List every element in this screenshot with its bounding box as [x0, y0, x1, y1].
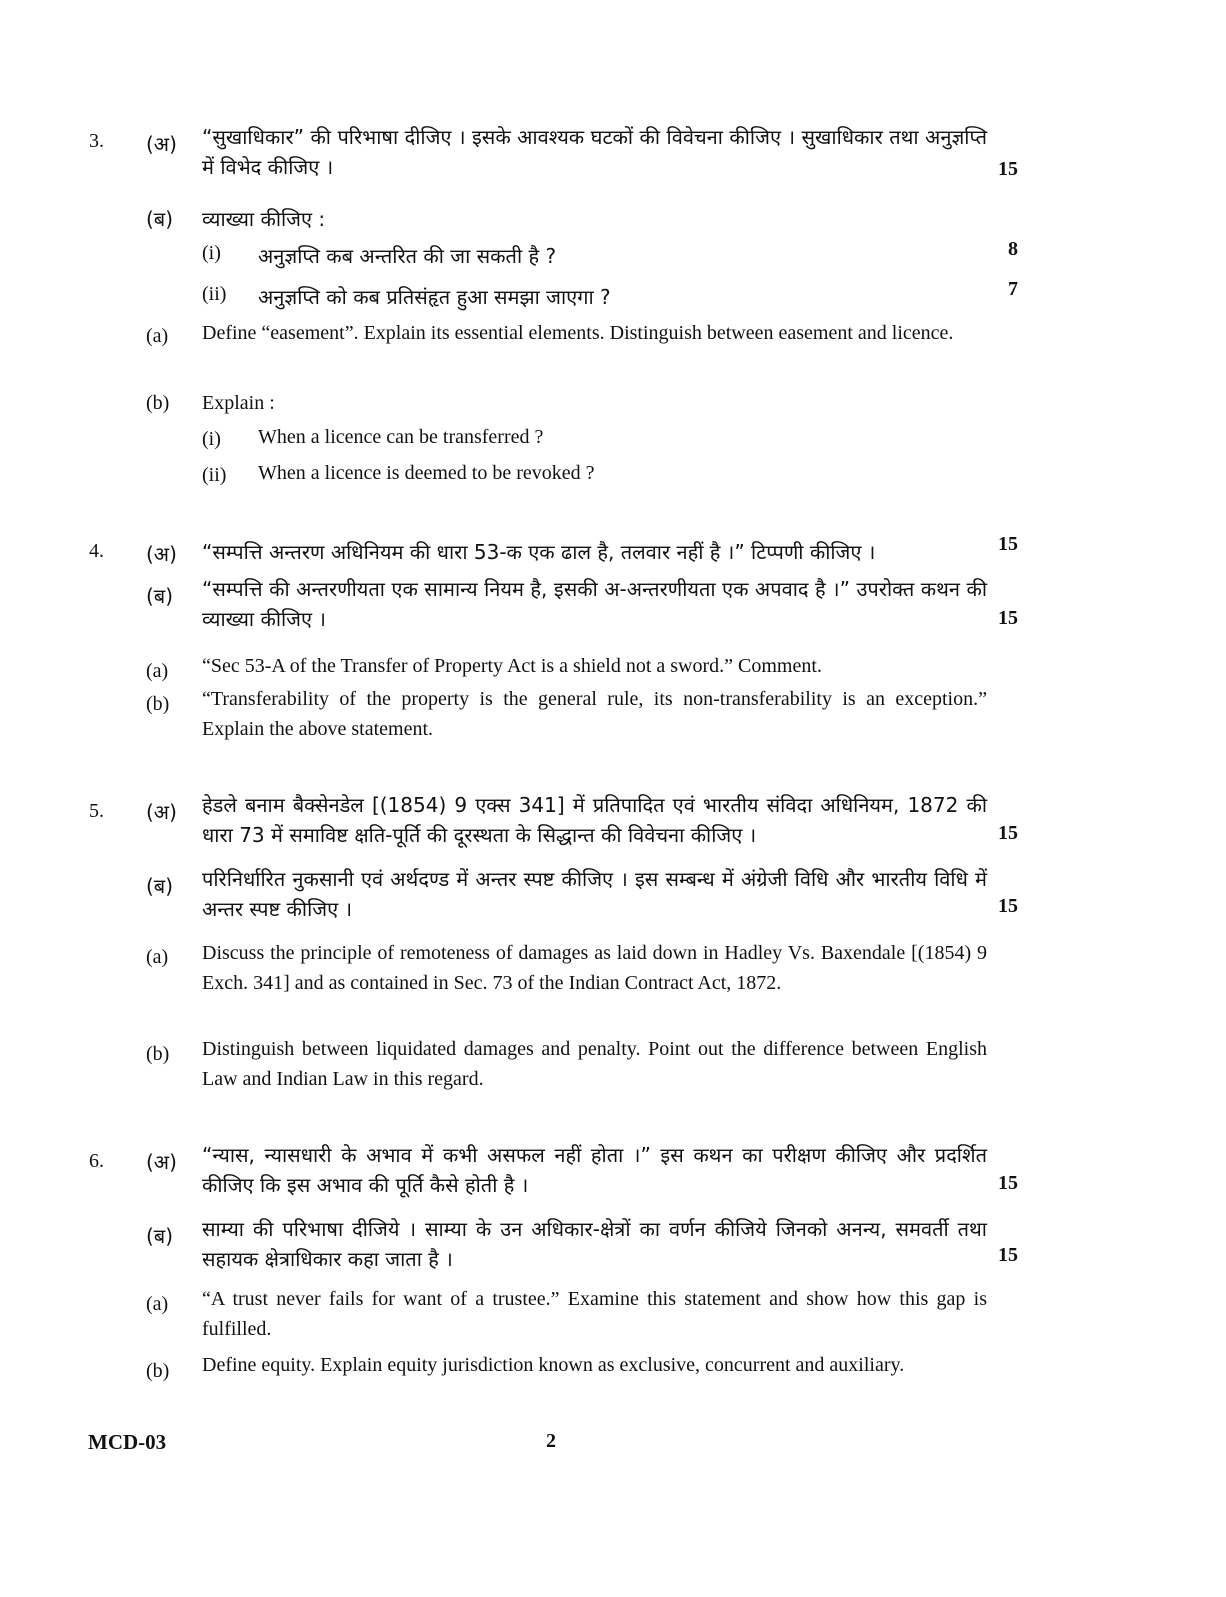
page-number: 2 — [546, 1430, 556, 1452]
part-label: (b) — [146, 1043, 170, 1065]
part-label: (ब) — [146, 207, 174, 231]
question-text-hindi: “सम्पत्ति अन्तरण अधिनियम की धारा 53-क एक ढाल है, तलवार नहीं है ।” टिप्पणी कीजिए । — [202, 540, 876, 564]
marks: 15 — [998, 1172, 1018, 1194]
subpart-text-hindi: अनुज्ञप्ति कब अन्तरित की जा सकती है ? — [258, 244, 557, 268]
part-label: (अ) — [146, 800, 177, 824]
marks: 8 — [1008, 238, 1018, 260]
subpart-text-english: When a licence can be transferred ? — [258, 426, 544, 448]
subpart-label: (ii) — [202, 283, 227, 305]
part-label: (अ) — [146, 1150, 177, 1174]
question-number: 6. — [89, 1150, 104, 1172]
marks: 15 — [998, 533, 1018, 555]
question-text-hindi: हेडले बनाम बैक्सेनडेल [(1854) 9 एक्स 341] में प्रतिपादित एवं भारतीय संविदा अधिनियम, 1872 की धारा 73 में समाविष्ट क्षति-पूर्ति की दूरस्थता के सिद्धान्त की विवेचना कीजिए । — [202, 793, 987, 847]
part-label: (a) — [146, 660, 169, 682]
question-text-english: Define equity. Explain equity jurisdiction known as exclusive, concurrent and auxiliary. — [202, 1354, 905, 1376]
subpart-text-english: When a licence is deemed to be revoked ? — [258, 462, 595, 484]
part-label: (b) — [146, 1360, 170, 1382]
part-label: (b) — [146, 693, 170, 715]
part-label: (a) — [146, 1293, 169, 1315]
marks: 15 — [998, 822, 1018, 844]
part-label: (अ) — [146, 132, 177, 156]
subpart-label: (i) — [202, 428, 221, 450]
subpart-label: (ii) — [202, 464, 227, 486]
question-text-english: “Transferability of the property is the general rule, its non-transferability is an exception.” Explain the above statement. — [202, 688, 987, 740]
question-text-english: Define “easement”. Explain its essential elements. Distinguish between easement and licence. — [202, 322, 954, 344]
question-number: 5. — [89, 800, 104, 822]
subpart-text-hindi: अनुज्ञप्ति को कब प्रतिसंहृत हुआ समझा जाएगा ? — [258, 285, 611, 309]
question-text-english: Discuss the principle of remoteness of damages as laid down in Hadley Vs. Baxendale [(1854) 9 Exch. 341] and as contained in Sec. 73 of the Indian Contract Act, 1872. — [202, 942, 987, 994]
marks: 15 — [998, 1244, 1018, 1266]
question-text-hindi: परिनिर्धारित नुकसानी एवं अर्थदण्ड में अन्तर स्पष्ट कीजिए । इस सम्बन्ध में अंग्रेजी विधि और भारतीय विधि में अन्तर स्पष्ट कीजिए । — [202, 867, 987, 921]
question-text-english: “Sec 53-A of the Transfer of Property Act is a shield not a sword.” Comment. — [202, 655, 822, 677]
marks: 15 — [998, 158, 1018, 180]
question-text-hindi: व्याख्या कीजिए : — [202, 207, 326, 231]
subpart-label: (i) — [202, 242, 221, 264]
question-text-english: “A trust never fails for want of a trustee.” Examine this statement and show how this gap is fulfilled. — [202, 1288, 987, 1340]
question-number: 4. — [89, 540, 104, 562]
question-number: 3. — [89, 130, 104, 152]
part-label: (ब) — [146, 874, 174, 898]
marks: 15 — [998, 607, 1018, 629]
part-label: (ब) — [146, 1224, 174, 1248]
part-label: (a) — [146, 946, 169, 968]
part-label: (ब) — [146, 584, 174, 608]
question-text-hindi: साम्या की परिभाषा दीजिये । साम्या के उन अधिकार-क्षेत्रों का वर्णन कीजिये जिनको अनन्य, समवर्ती तथा सहायक क्षेत्राधिकार कहा जाता है । — [202, 1217, 987, 1271]
course-code: MCD-03 — [88, 1430, 167, 1454]
question-text-hindi: “सम्पत्ति की अन्तरणीयता एक सामान्य नियम है, इसकी अ-अन्तरणीयता एक अपवाद है ।” उपरोक्त कथन की व्याख्या कीजिए । — [202, 577, 987, 631]
part-label: (a) — [146, 325, 169, 347]
question-text-hindi: “न्यास, न्यासधारी के अभाव में कभी असफल नहीं होता ।” इस कथन का परीक्षण कीजिए और प्रदर्शित कीजिए कि इस अभाव की पूर्ति कैसे होती है । — [202, 1143, 987, 1197]
part-label: (b) — [146, 392, 170, 414]
question-text-hindi: “सुखाधिकार” की परिभाषा दीजिए । इसके आवश्यक घटकों की विवेचना कीजिए । सुखाधिकार तथा अनुज्ञप्ति में विभेद कीजिए । — [202, 125, 987, 179]
question-text-english: Explain : — [202, 392, 275, 414]
marks: 7 — [1008, 278, 1018, 300]
question-text-english: Distinguish between liquidated damages and penalty. Point out the difference between English Law and Indian Law in this regard. — [202, 1038, 987, 1090]
part-label: (अ) — [146, 542, 177, 566]
marks: 15 — [998, 895, 1018, 917]
